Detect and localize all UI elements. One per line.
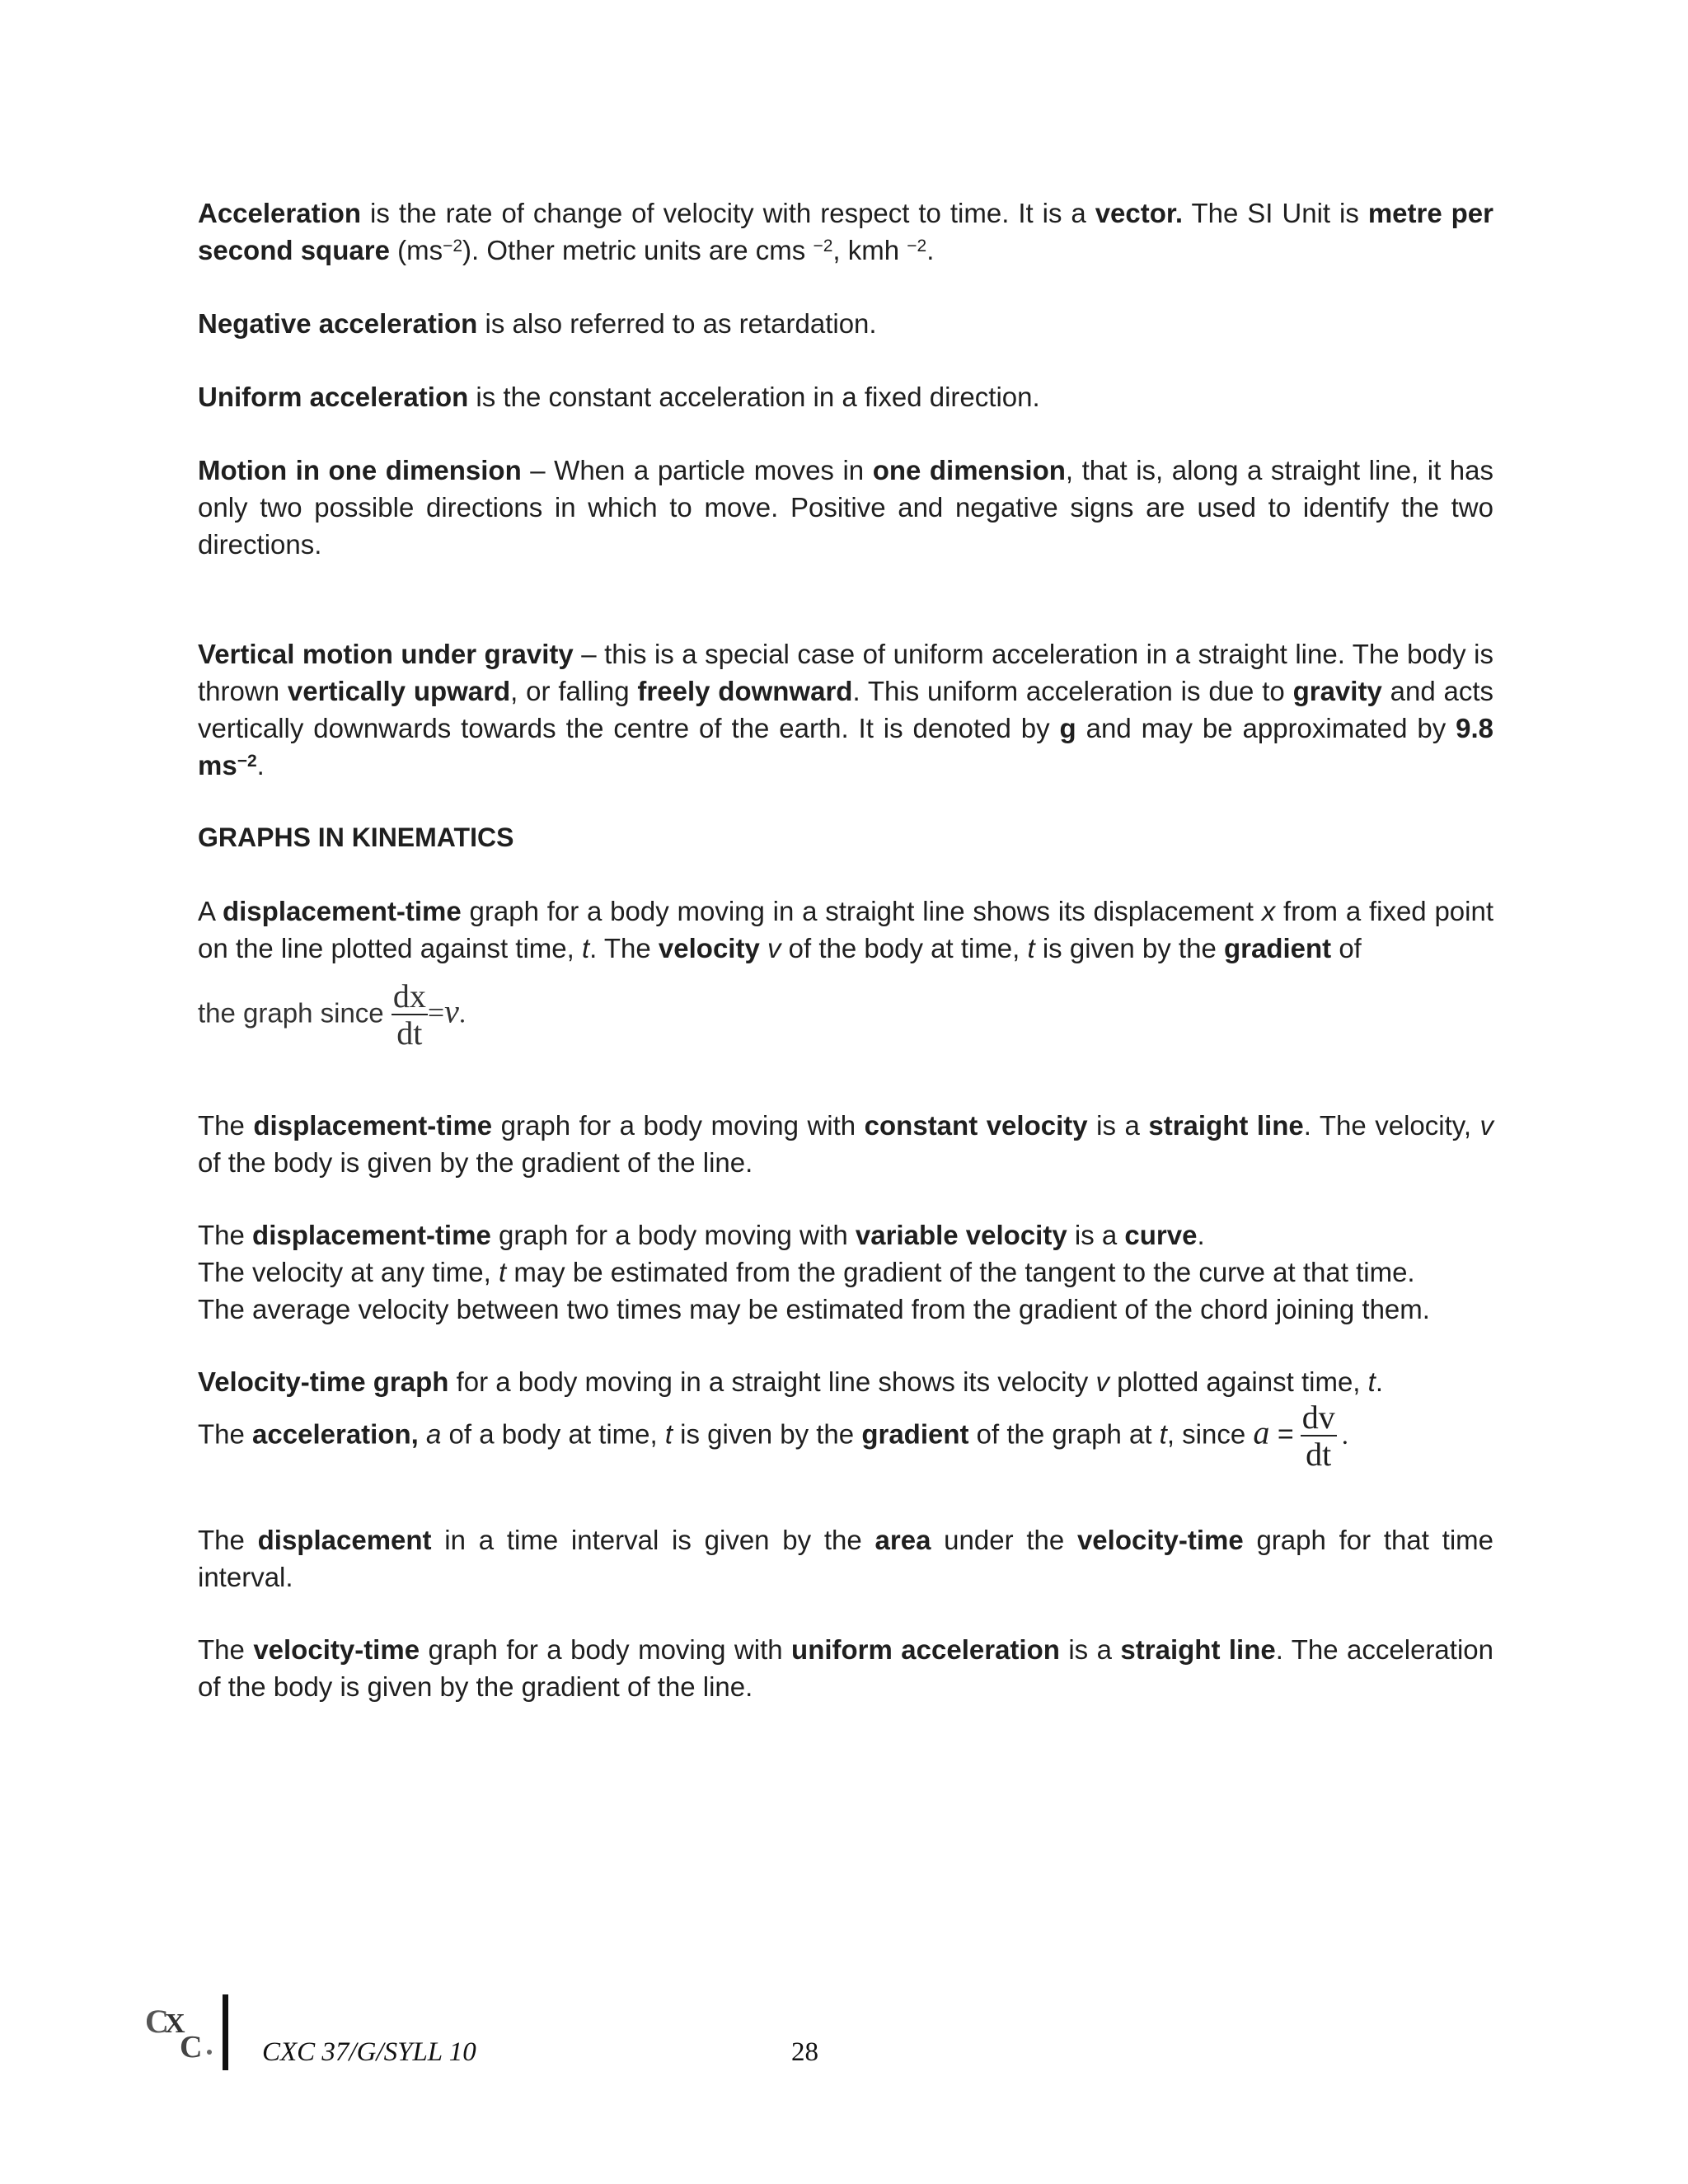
paragraph-variable-velocity: The displacement-time graph for a body moving with variable velocity is a curve. The velocity at any time, t may be estimated from the gradient of the tangent to the curve at that time. The average velocity between two times may be estimated from the gradient of the chord joining them. [198,1220,1430,1324]
syllabus-code: CXC 37/G/SYLL 10 [262,2037,476,2067]
term: Acceleration [198,198,362,228]
svg-text:C: C [180,2030,203,2064]
cxc-logo-icon [140,1998,216,2067]
fraction-dv-dt: $\frac{dv}{dt}$ [1301,1399,1335,1473]
page-number: 28 [791,2037,818,2067]
paragraph-uniform-acceleration: Uniform acceleration is the constant acceleration in a fixed direction. [198,382,1040,412]
formula-dx-dt: the graph since $\frac{dx}{dt}$ =v. [198,977,467,1052]
svg-text:C: C [145,2003,169,2040]
footer-divider [223,1994,228,2070]
paragraph-vertical-motion: Vertical motion under gravity – this is a special case of uniform acceleration in a straight line. The body is thrown vertically upward, or falling freely downward. This uniform acceleration is due to gravity and acts vertically downwards towards the centre of the earth. It is denoted by g and may be approximated by 9.8 $ms^{-2}$. [198,639,1494,780]
svg-text:X: X [165,2008,185,2039]
paragraph-velocity-time: Velocity-time graph for a body moving in a straight line shows its velocity v plotted against time, t. The acceleration, a of a body at time, t is given by the gradient of the graph at t, since a = $\frac{dv}{dt}$ . [198,1366,1383,1473]
paragraph-negative-acceleration: Negative acceleration is also referred to as retardation. [198,308,877,339]
paragraph-motion-one-dimension: Motion in one dimension – When a particle moves in one dimension, that is, along a straight line, it has only two possible directions in which to move. Positive and negative signs are used to identify the two directions. [198,455,1493,560]
paragraph-acceleration: Acceleration is the rate of change of velocity with respect to time. It is a vector. The SI Unit is metre per second square $(ms^{-2})$. Other metric units are cms $^{-2}$, kmh $^{-2}$. [198,198,1493,265]
paragraph-displacement-time: A displacement-time graph for a body moving in a straight line shows its displacement x from a fixed point on the line plotted against time, t. The velocity v of the body at time, t is given by the gradient of [198,896,1494,963]
paragraph-constant-velocity: The displacement-time graph for a body moving with constant velocity is a straight line. The velocity, v of the body is given by the gradient of the line. [198,1110,1493,1178]
page-footer [140,1994,1541,2077]
section-heading: GRAPHS IN KINEMATICS [198,823,514,852]
paragraph-displacement-area: The displacement in a time interval is given by the area under the velocity-time graph for that time interval. [198,1525,1493,1592]
fraction-dx-dt: $\frac{dx}{dt}$ [392,977,426,1052]
paragraph-uniform-acceleration-graph: The velocity-time graph for a body moving with uniform acceleration is a straight line. The acceleration of the body is given by the gradient of the line. [198,1634,1493,1702]
